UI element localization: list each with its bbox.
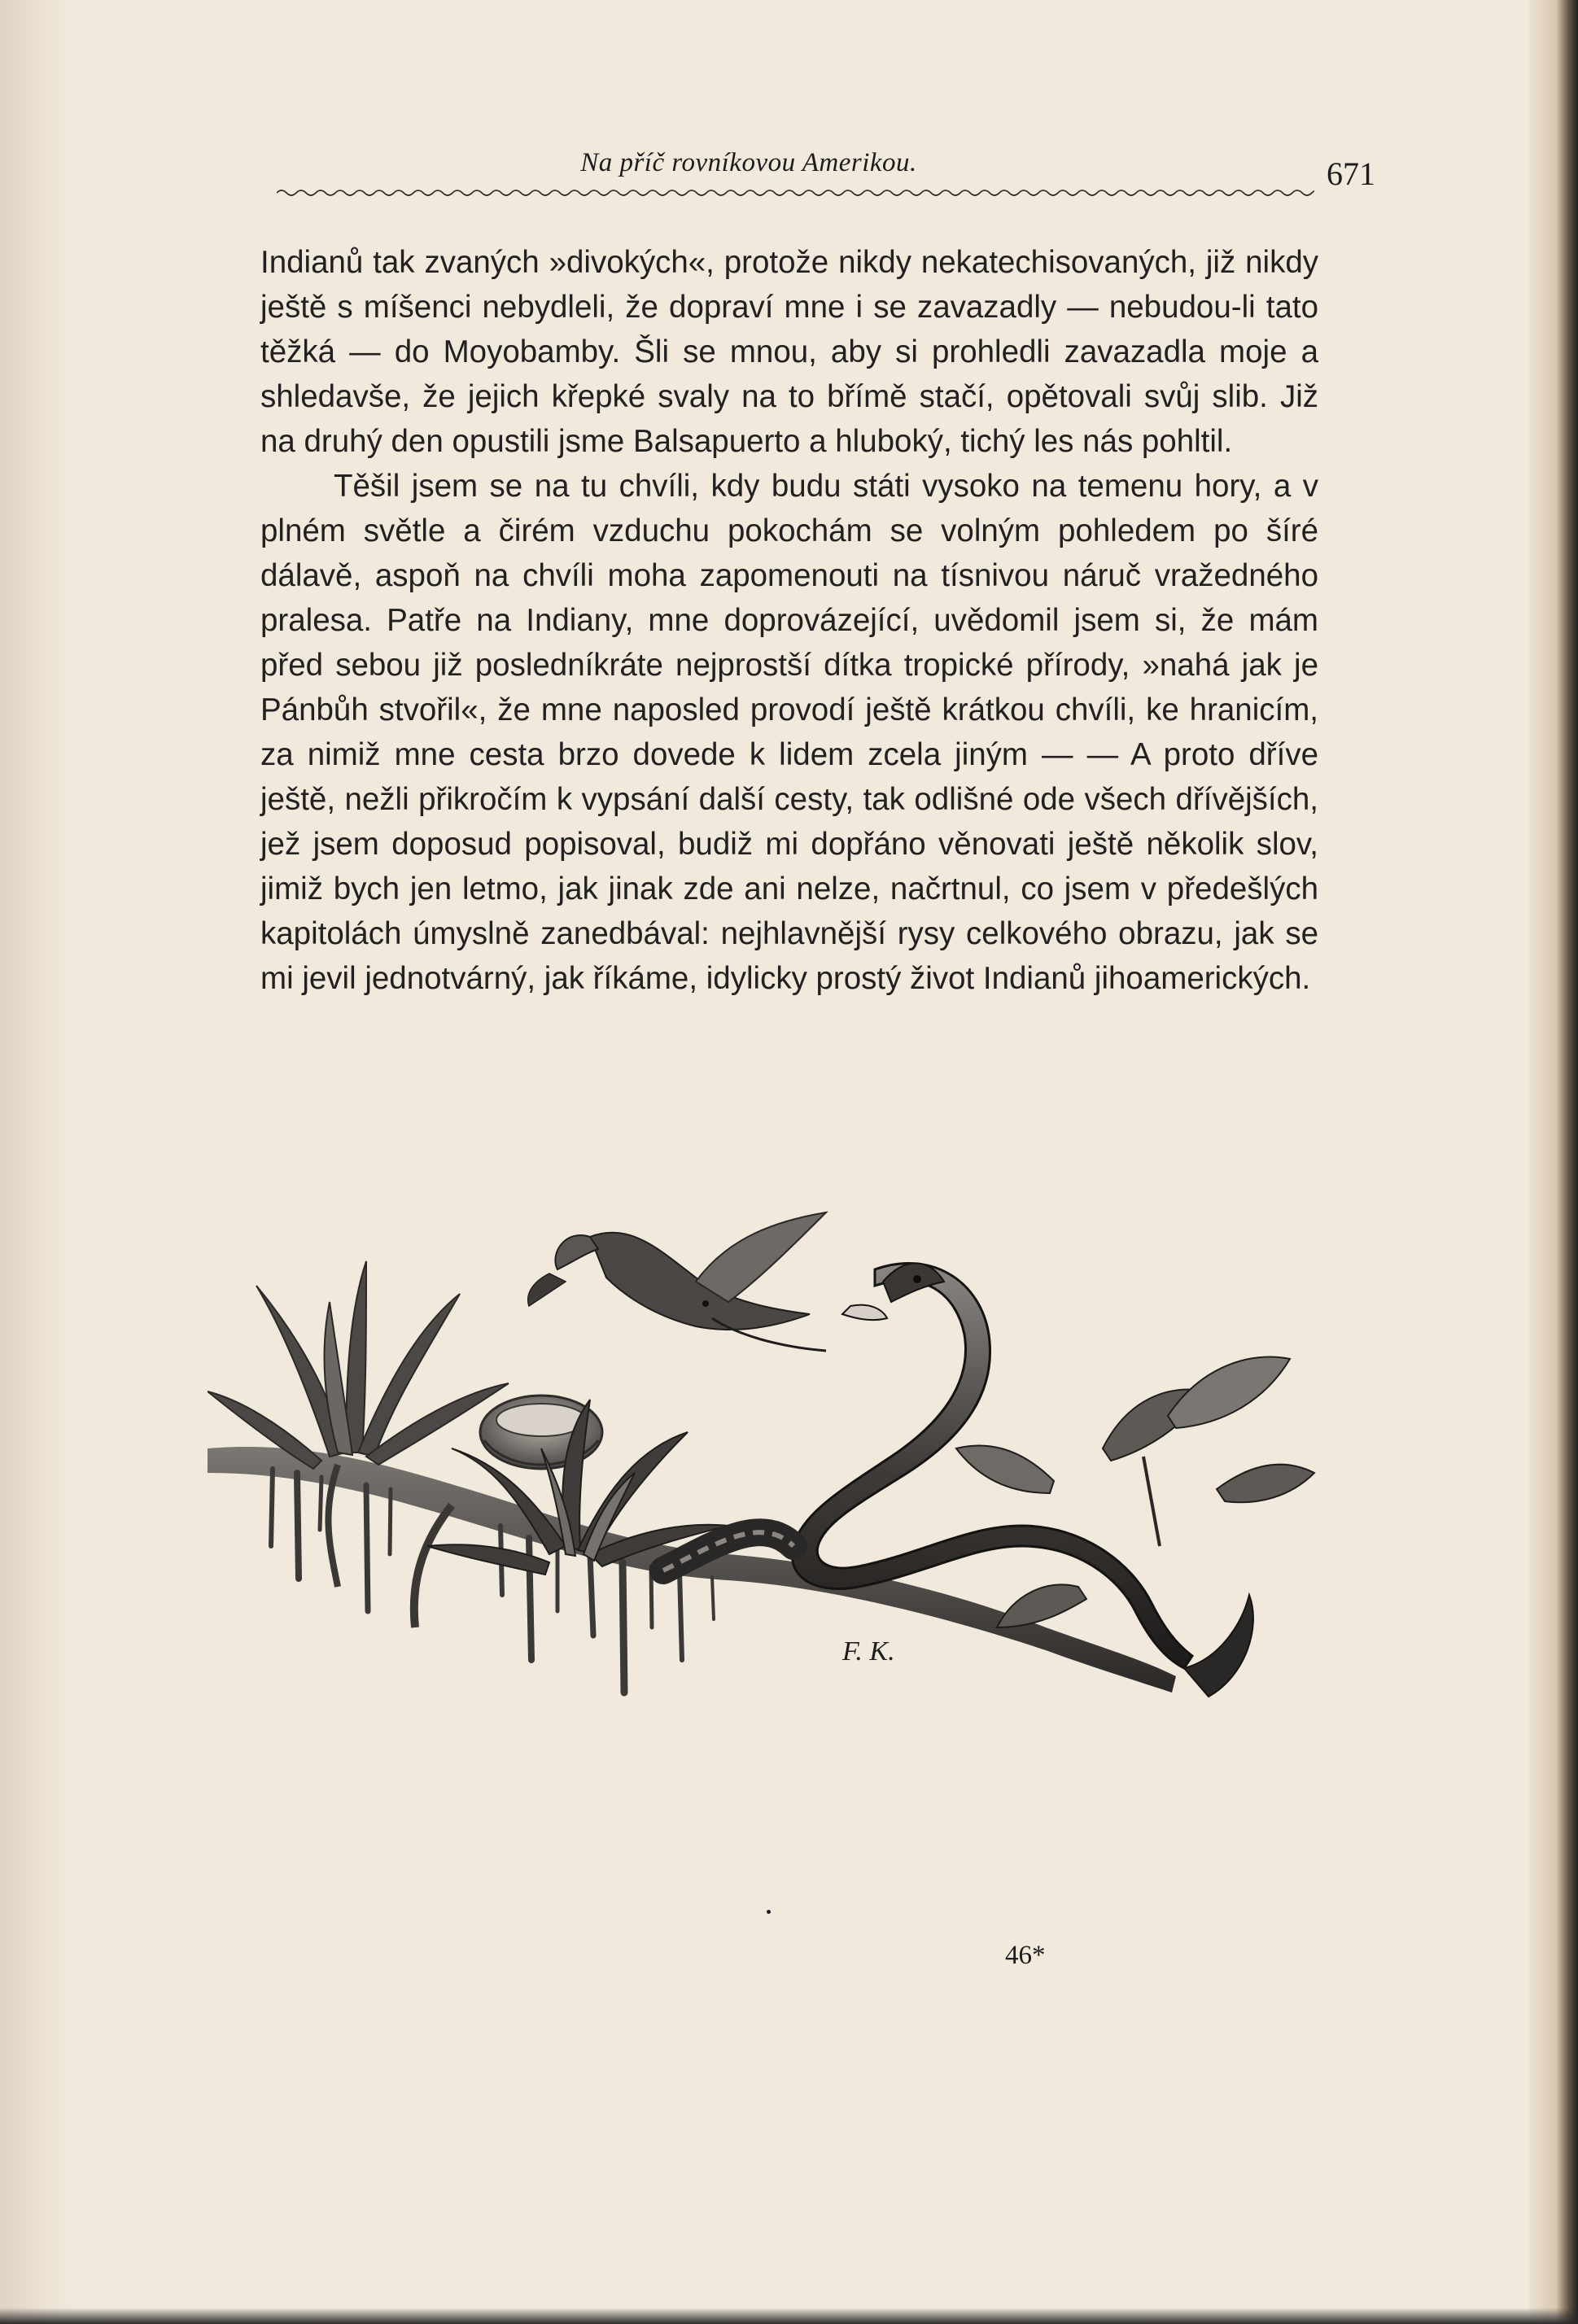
- snake-hummingbird-illustration: [208, 1204, 1412, 1766]
- paragraph-1: Indianů tak zvaných »divokých«, protože nikdy nekatechisovaných, již nikdy ještě s míšenci nebydleli, že dopraví mne i se zavazadly — nebudou-li tato těžká — do Moyobamby. Šli se mnou, aby si prohledli zavazadla moje a shledavše, že jejich křepké svaly na to břímě stačí, opětovali svůj slib. Již na druhý den opustili jsme Balsapuerto a hluboký, tichý les nás pohltil.: [260, 245, 1318, 459]
- page-number: 671: [1327, 155, 1375, 192]
- paragraph-2: Těšil jsem se na tu chvíli, kdy budu státi vysoko na temenu hory, a v plném světle a čirém vzduchu pokochám se volným pohledem po šíré dálavě, aspoň na chvíli moha zapomenouti na tísnivou náruč vražedného pralesa. Patře na Indiany, mne doprovázející, uvědomil jsem si, že mám před sebou již posledníkráte nejprostší dítka tropické přírody, »nahá jak je Pánbůh stvořil«, že mne naposled provodí ještě krátkou chvíli, ke hranicím, za nimiž mne cesta brzo dovede k lidem zcela jiným — — A proto dříve ještě, nežli přikročím k vypsání další cesty, tak odlišné ode všech dřívějších, jež jsem doposud popisoval, budiž mi dopřáno věnovati ještě několik slov, jimiž bych jen letmo, jak jinak zde ani nelze, načrtnul, co jsem v předešlých kapitolách úmyslně zanedbával: nejhlavnější rysy celkového obrazu, jak se mi jevil jednotvárný, jak říkáme, idylicky prostý život Indianů jihoamerických.: [260, 469, 1318, 996]
- artist-monogram: F. K.: [842, 1636, 895, 1667]
- printer-mark-dot: [767, 1910, 771, 1914]
- header-wavy-rule: [277, 186, 1314, 200]
- page-edge: [1529, 0, 1578, 2324]
- page-gutter-shadow: [0, 0, 73, 2324]
- running-title: Na příč rovníkovou Amerikou.: [580, 148, 917, 177]
- page-bottom-edge: [0, 2308, 1578, 2324]
- body-text: [260, 240, 1318, 1001]
- hummingbird: [528, 1212, 826, 1351]
- signature-mark: 46*: [1005, 1941, 1046, 1970]
- left-bromeliad: [208, 1261, 509, 1469]
